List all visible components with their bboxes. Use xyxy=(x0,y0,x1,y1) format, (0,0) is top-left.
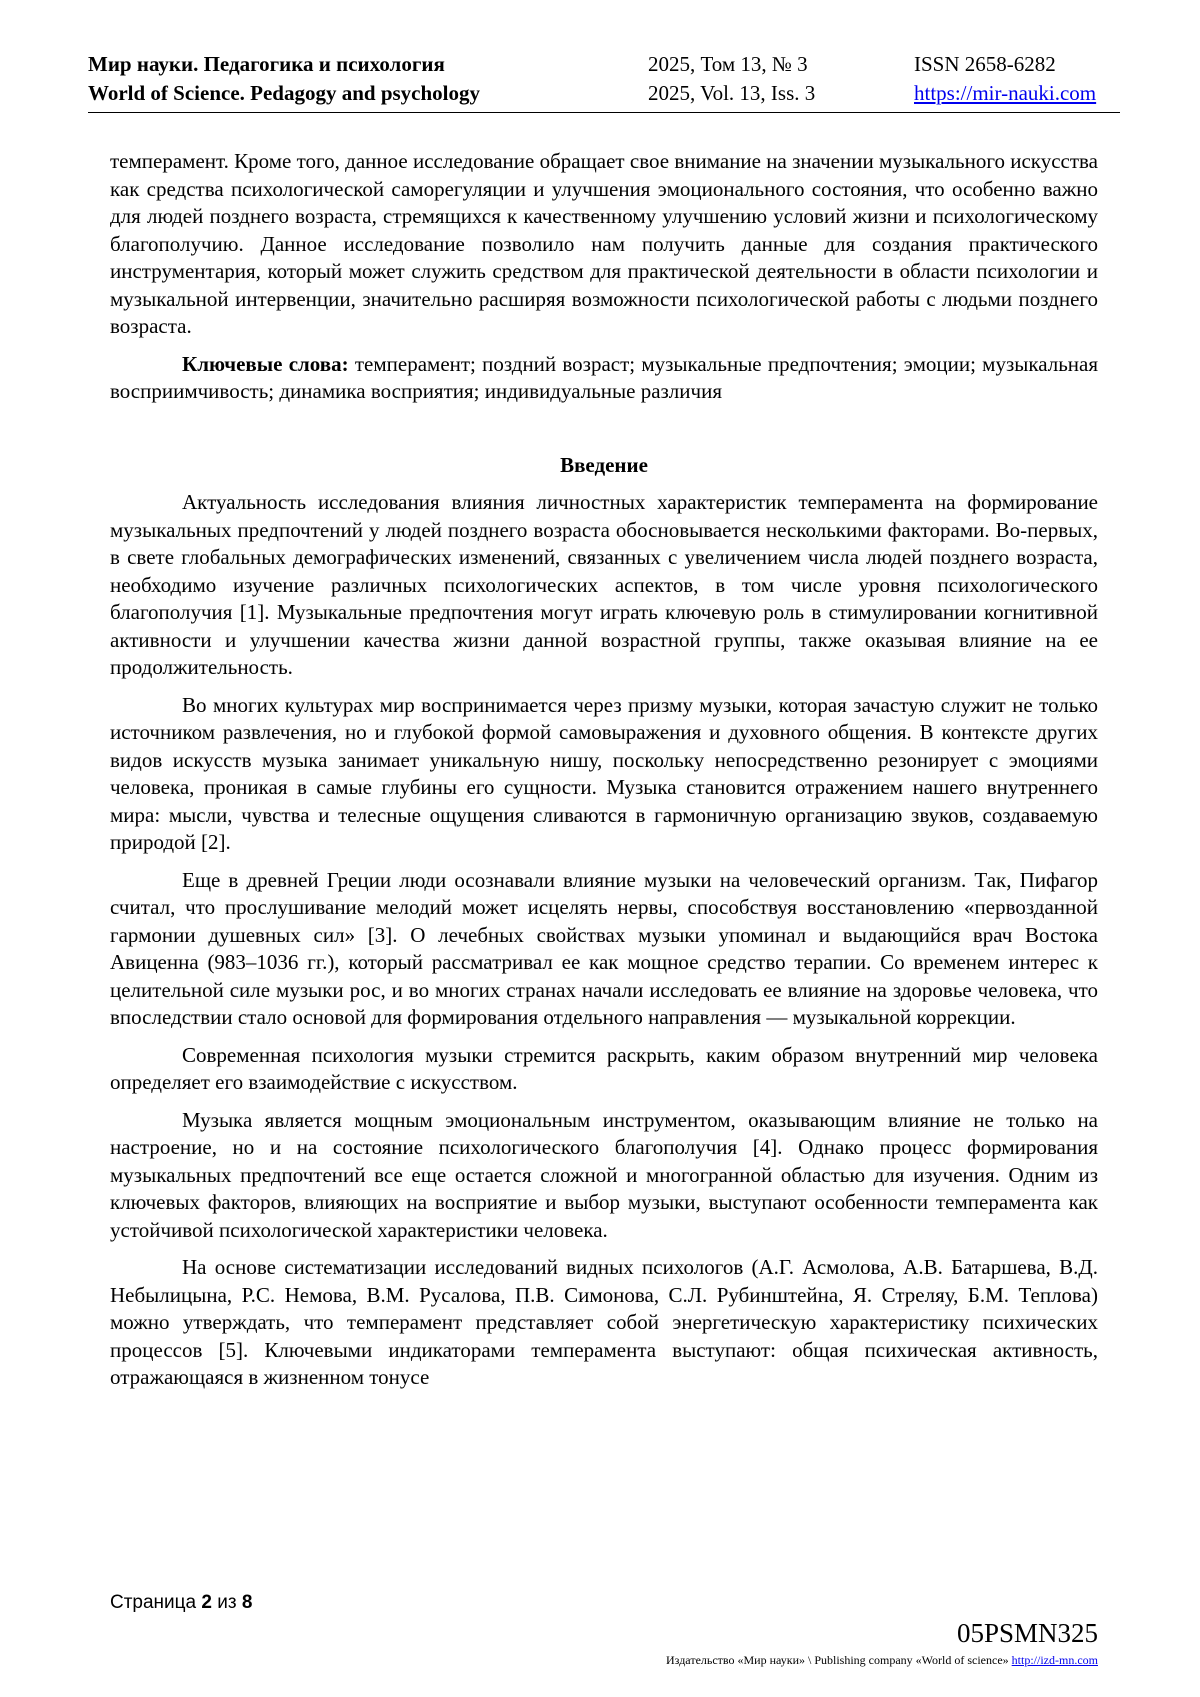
issue-en: 2025, Vol. 13, Iss. 3 xyxy=(648,81,816,105)
journal-url-link[interactable]: https://mir-nauki.com xyxy=(914,81,1097,105)
page-word: Страница xyxy=(110,1592,197,1613)
issn: ISSN 2658-6282 xyxy=(914,52,1056,76)
paragraph: Во многих культурах мир воспринимается через призму музыки, которая зачастую служит не только источником развлечения, но и глубокой формой самовыражения и духовного общения. В контексте других видов искусств музыка занимает уникальную нишу, поскольку непосредственно резонирует с эмоциями человека, проникая в самые глубины его сущности. Музыка становится отражением нашего внутреннего мира: мысли, чувства и телесные ощущения сливаются в гармоничную организацию звуков, создаваемую природой [2]. xyxy=(110,692,1098,854)
issue-block xyxy=(648,50,815,108)
journal-title-ru: Мир науки. Педагогика и психология xyxy=(88,52,445,76)
page-header xyxy=(88,50,1120,113)
section-title: Введение xyxy=(560,452,648,477)
abstract-end: темперамент. Кроме того, данное исследование обращает свое внимание на значении музыкального искусства как средства психологической саморегуляции и улучшения эмоционального состояния, что особенно важно для людей позднего возраста, стремящихся к качественному улучшению условий жизни и психологическому благополучию. Данное исследование позволило нам получить данные для создания практического инструментария, который может служить средством для практической деятельности в области психологии и музыкальной интервенции, значительно расширяя возможности психологической работы с людьми позднего возраста. xyxy=(110,149,1098,338)
paragraph: На основе систематизации исследований видных психологов (А.Г. Асмолова, А.В. Батаршева, В.Д. Небылицына, Р.С. Немова, В.М. Русалова, П.В. Симонова, С.Л. Рубинштейна, Я. Стреляу, Б.М. Теплова) можно утверждать, что темперамент представляет собой энергетическую характеристику психических процессов [5]. Ключевыми индикаторами темперамента выступают: общая психическая активность, отражающаяся в жизненном тонусе xyxy=(110,1255,1098,1389)
article-body xyxy=(110,148,1098,1402)
issue-ru: 2025, Том 13, № 3 xyxy=(648,52,808,76)
publisher-text: Издательство «Мир науки» \ Publishing company «World of science» xyxy=(666,1653,1009,1667)
keywords-text: темперамент; поздний возраст; музыкальные предпочтения; эмоции; музыкальная восприимчивость; динамика восприятия; индивидуальные различия xyxy=(110,351,1099,403)
article-code: 05PSMN325 xyxy=(956,1618,1098,1648)
of-word: из xyxy=(217,1592,237,1613)
journal-title-en: World of Science. Pedagogy and psychology xyxy=(88,81,481,105)
paragraph: Современная психология музыки стремится раскрыть, каким образом внутренний мир человека определяет его взаимодействие с искусством. xyxy=(110,1042,1098,1094)
paragraph: Актуальность исследования влияния личностных характеристик темперамента на формирование музыкальных предпочтений у людей позднего возраста обосновывается несколькими факторами. Во-первых, в свете глобальных демографических изменений, связанных с увеличением числа людей позднего возраста, необходимо изучение различных психологических аспектов, в том числе уровня психологического благополучия [1]. Музыкальные предпочтения могут играть ключевую роль в стимулировании когнитивной активности и улучшении качества жизни данной возрастной группы, также оказывая влияние на ее продолжительность. xyxy=(110,490,1098,679)
keywords xyxy=(110,351,1098,406)
page-number xyxy=(110,1592,252,1614)
issn-block xyxy=(914,50,1096,108)
publisher-url-link[interactable]: http://izd-mn.com xyxy=(1011,1653,1098,1667)
journal-title-block xyxy=(88,50,480,108)
page-total: 8 xyxy=(241,1592,253,1613)
page-current: 2 xyxy=(201,1592,212,1613)
paragraph: Музыка является мощным эмоциональным инструментом, оказывающим влияние не только на настроение, но и на состояние психологического благополучия [4]. Однако процесс формирования музыкальных предпочтений все еще остается сложной и многогранной областью для изучения. Одним из ключевых факторов, влияющих на восприятие и выбор музыки, выступают особенности темперамента как устойчивой психологической характеристики человека. xyxy=(110,1107,1098,1242)
keywords-label: Ключевые слова: xyxy=(182,351,349,376)
publisher-line xyxy=(666,1653,1098,1668)
paragraph: Еще в древней Греции люди осознавали влияние музыки на человеческий организм. Так, Пифагор считал, что прослушивание мелодий может исцелять нервы, способствуя восстановлению «первозданной гармонии душевных сил» [3]. О лечебных свойствах музыки упоминал и выдающийся врач Востока Авиценна (983–1036 гг.), который рассматривал ее как мощное средство терапии. Со временем интерес к целительной силе музыки рос, и во многих странах начали исследовать ее влияние на здоровье человека, что впоследствии стало основой для формирования отдельного направления — музыкальной коррекции. xyxy=(110,867,1098,1029)
